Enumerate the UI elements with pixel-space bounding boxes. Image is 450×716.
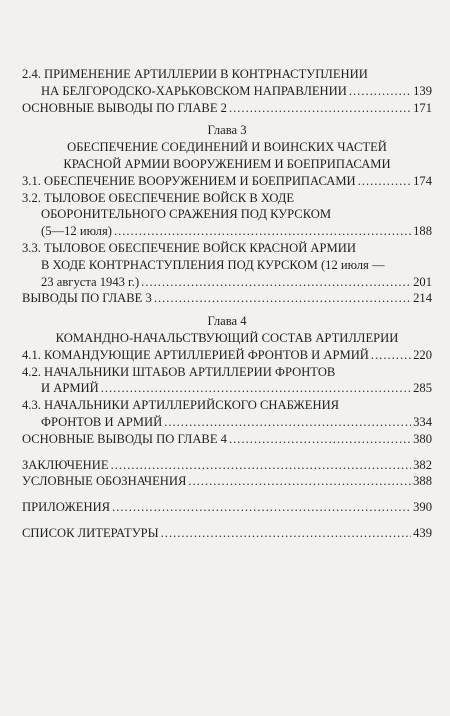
toc-entry-text: СПИСОК ЛИТЕРАТУРЫ bbox=[22, 525, 159, 540]
toc-spacer bbox=[22, 490, 432, 499]
toc-entry[interactable] bbox=[22, 347, 432, 364]
dot-leader bbox=[349, 83, 411, 100]
toc-entry-text: 3.3. ТЫЛОВОЕ ОБЕСПЕЧЕНИЕ ВОЙСК КРАСНОЙ АРМИИ bbox=[22, 240, 356, 255]
toc-entry[interactable] bbox=[22, 66, 432, 100]
toc-entry-text: 2.4. ПРИМЕНЕНИЕ АРТИЛЛЕРИИ В КОНТРНАСТУПЛЕНИИ bbox=[22, 67, 368, 81]
toc-entry-last-line bbox=[22, 223, 432, 240]
dot-leader bbox=[188, 473, 411, 490]
toc-entry[interactable] bbox=[22, 431, 432, 448]
dot-leader bbox=[111, 457, 412, 474]
toc-entry-last-line bbox=[22, 83, 432, 100]
dot-leader bbox=[112, 499, 411, 516]
toc-entry-last-line bbox=[22, 290, 432, 307]
chapter-title: КОМАНДНО-НАЧАЛЬСТВУЮЩИЙ СОСТАВ АРТИЛЛЕРИИ bbox=[55, 330, 399, 345]
table-of-contents bbox=[22, 66, 432, 542]
dot-leader bbox=[141, 274, 411, 291]
page-number: 220 bbox=[413, 347, 432, 362]
toc-entry[interactable] bbox=[22, 173, 432, 190]
toc-entry-text: ОСНОВНЫЕ ВЫВОДЫ ПО ГЛАВЕ 2 bbox=[22, 100, 227, 115]
toc-entry-last-line bbox=[22, 380, 432, 397]
toc-entry-text: ВЫВОДЫ ПО ГЛАВЕ 3 bbox=[22, 291, 152, 306]
dot-leader bbox=[229, 431, 411, 448]
toc-entry-last-line bbox=[22, 431, 432, 448]
page-number: 382 bbox=[413, 457, 432, 472]
toc-entry-text: 3.1. ОБЕСПЕЧЕНИЕ ВООРУЖЕНИЕМ И БОЕПРИПАСАМИ bbox=[22, 173, 356, 188]
toc-entry-text: УСЛОВНЫЕ ОБОЗНАЧЕНИЯ bbox=[22, 474, 187, 489]
toc-entry[interactable] bbox=[22, 240, 432, 290]
dot-leader bbox=[164, 414, 411, 431]
toc-entry-text: И АРМИЙ bbox=[41, 381, 99, 396]
dot-leader bbox=[229, 100, 411, 117]
toc-entry-text: НА БЕЛГОРОДСКО-ХАРЬКОВСКОМ НАПРАВЛЕНИИ bbox=[41, 83, 347, 98]
page-number: 439 bbox=[413, 525, 432, 540]
toc-entry-text: В ХОДЕ КОНТРНАСТУПЛЕНИЯ ПОД КУРСКОМ (12 июля — bbox=[41, 257, 385, 272]
dot-leader bbox=[371, 347, 411, 364]
page-number: 174 bbox=[413, 173, 432, 188]
toc-entry-text: ОБОРОНИТЕЛЬНОГО СРАЖЕНИЯ ПОД КУРСКОМ bbox=[41, 207, 332, 222]
toc-spacer bbox=[22, 516, 432, 525]
page-number: 285 bbox=[413, 381, 432, 396]
toc-entry-text: 23 августа 1943 г.) bbox=[41, 274, 140, 289]
toc-entry[interactable] bbox=[22, 100, 432, 117]
toc-entry-last-line bbox=[22, 457, 432, 474]
chapter-title: ОБЕСПЕЧЕНИЕ СОЕДИНЕНИЙ И ВОИНСКИХ ЧАСТЕЙ bbox=[67, 140, 387, 155]
toc-entry-text: ЗАКЛЮЧЕНИЕ bbox=[22, 457, 109, 472]
chapter-label: Глава 3 bbox=[207, 123, 247, 138]
toc-entry-last-line bbox=[22, 274, 432, 291]
toc-entry-last-line bbox=[22, 100, 432, 117]
page-number: 201 bbox=[413, 274, 432, 289]
toc-spacer bbox=[22, 448, 432, 457]
toc-entry[interactable] bbox=[22, 397, 432, 431]
toc-entry-text: 4.2. НАЧАЛЬНИКИ ШТАБОВ АРТИЛЛЕРИИ ФРОНТОВ bbox=[22, 364, 336, 379]
toc-entry-last-line bbox=[22, 347, 432, 364]
page-number: 139 bbox=[413, 83, 432, 98]
chapter-title: КРАСНОЙ АРМИИ ВООРУЖЕНИЕМ И БОЕПРИПАСАМИ bbox=[63, 156, 391, 171]
toc-entry[interactable] bbox=[22, 364, 432, 398]
toc-entry-text: 4.1. КОМАНДУЮЩИЕ АРТИЛЛЕРИЕЙ ФРОНТОВ И АРМИЙ bbox=[22, 347, 369, 362]
toc-entry-last-line bbox=[22, 414, 432, 431]
toc-entry[interactable] bbox=[22, 290, 432, 307]
toc-entry[interactable] bbox=[22, 190, 432, 240]
toc-entry-last-line bbox=[22, 525, 432, 542]
dot-leader bbox=[154, 290, 411, 307]
page-number: 388 bbox=[413, 474, 432, 489]
toc-entry-text: ПРИЛОЖЕНИЯ bbox=[22, 500, 111, 515]
page-number: 188 bbox=[413, 224, 432, 239]
toc-entry-last-line bbox=[22, 499, 432, 516]
page-number: 334 bbox=[413, 414, 432, 429]
page-number: 390 bbox=[413, 500, 432, 515]
toc-entry-text: ОСНОВНЫЕ ВЫВОДЫ ПО ГЛАВЕ 4 bbox=[22, 431, 227, 446]
toc-entry-text: 4.3. НАЧАЛЬНИКИ АРТИЛЛЕРИЙСКОГО СНАБЖЕНИЯ bbox=[22, 398, 340, 413]
toc-entry-last-line bbox=[22, 173, 432, 190]
chapter-label: Глава 4 bbox=[207, 314, 247, 329]
dot-leader bbox=[101, 380, 411, 397]
dot-leader bbox=[114, 223, 411, 240]
toc-entry[interactable] bbox=[22, 457, 432, 474]
toc-entry[interactable] bbox=[22, 525, 432, 542]
dot-leader bbox=[358, 173, 411, 190]
page-number: 171 bbox=[413, 100, 432, 115]
page-number: 380 bbox=[413, 431, 432, 446]
dot-leader bbox=[161, 525, 411, 542]
toc-entry-last-line bbox=[22, 473, 432, 490]
toc-entry-text: ФРОНТОВ И АРМИЙ bbox=[41, 414, 163, 429]
page-number: 214 bbox=[413, 291, 432, 306]
toc-entry-text: 3.2. ТЫЛОВОЕ ОБЕСПЕЧЕНИЕ ВОЙСК В ХОДЕ bbox=[22, 190, 295, 205]
toc-entry-text: (5—12 июля) bbox=[41, 224, 112, 239]
toc-entry[interactable] bbox=[22, 473, 432, 490]
toc-entry[interactable] bbox=[22, 499, 432, 516]
